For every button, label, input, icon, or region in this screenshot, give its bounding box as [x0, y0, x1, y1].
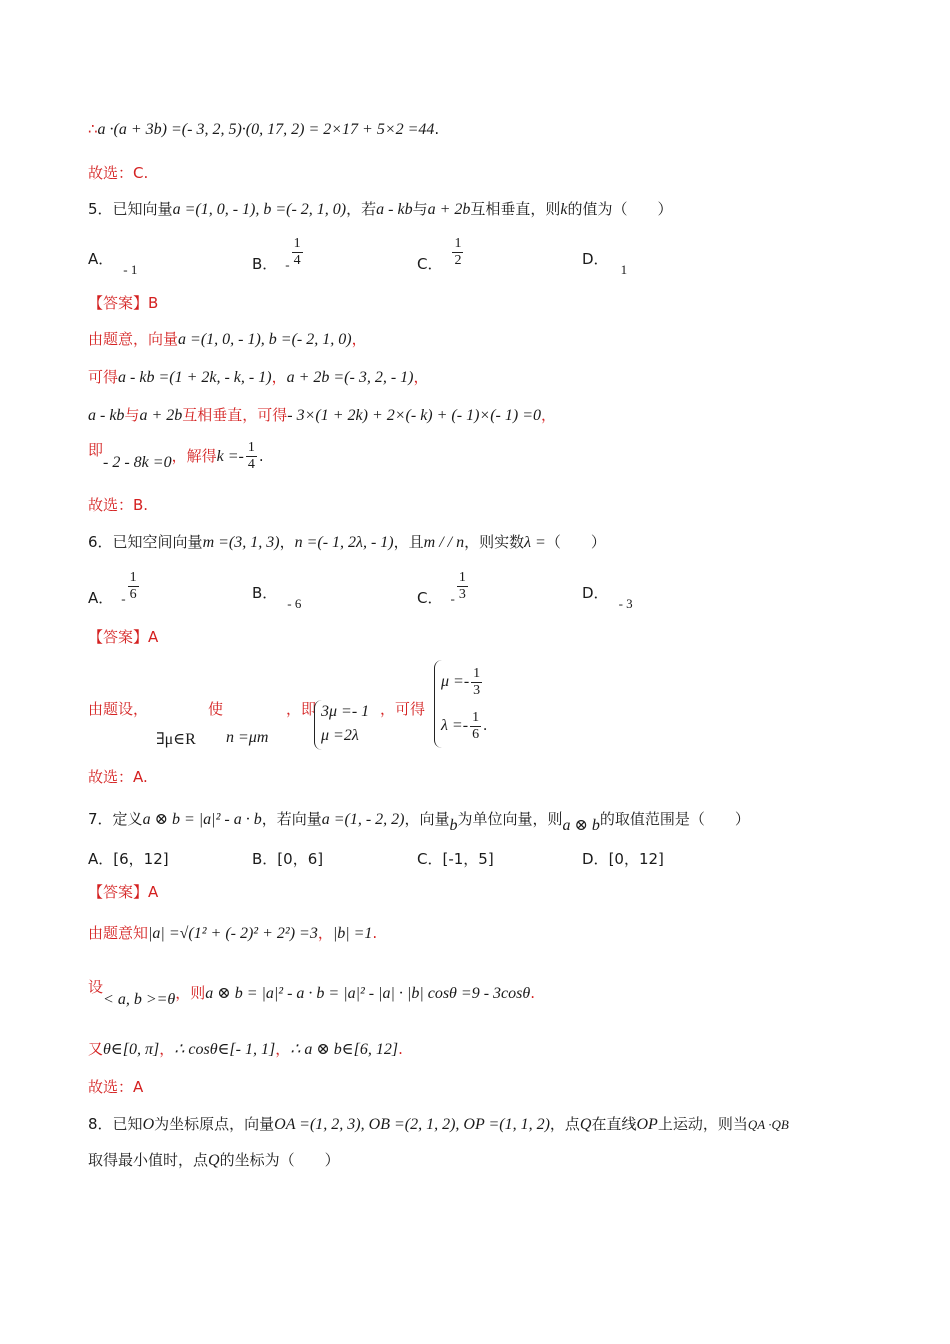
- q5-option-b-den: 4: [293, 253, 301, 268]
- q7-option-d-value: [0，12]: [608, 850, 664, 868]
- q6-option-a[interactable]: [88, 570, 141, 607]
- q7-option-d[interactable]: [582, 848, 664, 870]
- q6-text-d: （ ）: [545, 533, 606, 551]
- q5-s2-math2: a + 2b =(- 3, 2, - 1): [286, 369, 414, 386]
- q7-answer: 【答案】A: [88, 883, 159, 901]
- q7-number: 7．: [88, 810, 113, 828]
- q6-system1-brace: [314, 700, 369, 750]
- top-formula-end: .: [434, 120, 440, 138]
- q5-option-c-fraction: [452, 236, 463, 269]
- q7-s3-sep: ，: [159, 1040, 175, 1058]
- q5-s2-text: 可得: [88, 368, 119, 386]
- q8-dot-product: QA ·QB: [747, 1117, 789, 1132]
- q5-answer: 【答案】B: [88, 294, 159, 312]
- q8-text-d: 在直线: [591, 1115, 637, 1133]
- q7-s1-end: .: [372, 924, 378, 942]
- q7-definition: a ⊗ b = |a|² - a · b: [142, 811, 262, 828]
- q5-s3-t2: 互相垂直，可得: [182, 406, 288, 424]
- q6-option-a-label: A．: [88, 589, 114, 607]
- q6-answer: 【答案】A: [88, 628, 159, 646]
- q7-s3-sep2: ，: [275, 1040, 291, 1058]
- q5-s3-math1: a - kb: [88, 407, 125, 424]
- q6-s1-t1: 由题设，: [88, 700, 149, 718]
- q5-solution-line4: [88, 440, 264, 473]
- q6-option-b-label: B．: [252, 584, 278, 602]
- q7-s2-end: .: [530, 984, 535, 1002]
- q5-option-b-sign: -: [285, 257, 290, 272]
- q7-vector-a: a =(1, - 2, 2): [321, 811, 405, 828]
- q5-option-b-fraction: [292, 236, 303, 269]
- q6-option-c-num: 1: [458, 570, 466, 585]
- q6-text-b: ，且: [393, 533, 424, 551]
- q5-text-d: 互相垂直，则: [470, 200, 561, 218]
- q5-option-b[interactable]: [252, 236, 305, 273]
- q5-s4-fraction: [246, 440, 257, 473]
- q5-s4-t2: ，解得: [171, 447, 217, 465]
- q7-text-d: 为单位向量，则: [457, 810, 563, 828]
- q5-option-d[interactable]: [582, 248, 628, 277]
- q6-system2-brace: [434, 660, 487, 748]
- q6-option-d-value: - 3: [618, 596, 633, 611]
- q6-vector-n: n =(- 1, 2λ, - 1): [294, 534, 394, 551]
- q5-option-a-value: - 1: [123, 262, 138, 277]
- q6-sys2-row2-den: 6: [472, 726, 480, 742]
- therefore-symbol: ∴: [88, 120, 98, 138]
- q7-s2-angle: < a, b >=θ: [103, 991, 176, 1008]
- q8-origin: O: [142, 1116, 155, 1133]
- q7-s3-math1: θ∈[0, π]: [103, 1041, 160, 1058]
- q5-s2-sep: ，: [271, 368, 287, 386]
- q7-text-c: ，向量: [404, 810, 450, 828]
- q6-option-b-value: - 6: [287, 596, 302, 611]
- q5-s4-t1: 即: [88, 441, 104, 459]
- q5-expr1: a - kb: [376, 201, 413, 218]
- q6-text-a: 已知空间向量: [112, 533, 203, 551]
- q5-option-d-label: D．: [582, 250, 609, 268]
- q5-text-b: ，若: [346, 200, 377, 218]
- q7-stem: [88, 808, 750, 834]
- q6-sys2-row2-wrap: [441, 704, 487, 748]
- q5-option-b-num: 1: [293, 236, 301, 251]
- q7-text-b: ，若向量: [261, 810, 322, 828]
- q6-sys2-row1-wrap: [441, 660, 487, 704]
- top-formula: a ·(a + 3b) =(- 3, 2, 5)·(0, 17, 2) = 2×17 + 5×2 =44: [97, 121, 435, 138]
- q7-s1-math1: |a| =√(1² + (- 2)² + 2²) =3: [148, 925, 318, 942]
- q6-sys2-row1-den: 3: [473, 682, 481, 698]
- q7-text-a: 定义: [112, 810, 143, 828]
- q5-s3-math3: - 3×(1 + 2k) + 2×(- k) + (- 1)×(- 1) =0: [287, 407, 541, 424]
- q6-option-a-den: 6: [129, 587, 137, 602]
- q5-s4-num: 1: [247, 440, 255, 455]
- q6-option-a-num: 1: [129, 570, 137, 585]
- q5-text-c: 与: [412, 200, 428, 218]
- q6-stem: [88, 531, 606, 554]
- q7-s1-sep: ，: [317, 924, 333, 942]
- q7-option-b[interactable]: [252, 848, 323, 870]
- q6-number: 6．: [88, 533, 113, 551]
- q7-s3-t1: 又: [88, 1040, 104, 1058]
- q5-s1-math: a =(1, 0, - 1), b =(- 2, 1, 0): [178, 331, 352, 348]
- q7-final-choice: 故选：A: [88, 1078, 144, 1096]
- q6-sys2-row2: λ =-: [441, 717, 469, 734]
- q5-solution-line2: [88, 366, 429, 389]
- q7-option-c-value: [-1，5]: [442, 850, 494, 868]
- q7-option-a-value: [6，12]: [113, 850, 169, 868]
- top-formula-line: [88, 118, 439, 141]
- q7-option-c[interactable]: [417, 848, 494, 870]
- q8-line-op: OP: [636, 1116, 658, 1133]
- q6-sys2-row1: μ =-: [441, 673, 470, 690]
- q6-s1-t4: ，可得: [380, 700, 426, 718]
- q7-s2-math: a ⊗ b = |a|² - a · b = |a|² - |a| · |b| cosθ =9 - 3cosθ: [205, 985, 531, 1002]
- q5-s2-end: ，: [413, 368, 429, 386]
- q6-option-c-fraction: [457, 570, 468, 603]
- q5-solution-line3: [88, 404, 556, 427]
- q6-option-b[interactable]: [252, 582, 302, 611]
- q5-option-c-label: C．: [417, 255, 443, 273]
- q7-option-d-label: D．: [582, 850, 609, 868]
- q5-solution-line1: [88, 328, 367, 351]
- q8-line2-a: 取得最小值时，点: [88, 1151, 209, 1169]
- q5-s3-end: ，: [540, 406, 556, 424]
- q7-s3-math2: ∴ cosθ∈[- 1, 1]: [174, 1041, 276, 1058]
- q6-option-a-sign: -: [121, 591, 126, 606]
- q6-sys2-row2-fraction: [470, 710, 481, 743]
- q5-s4-den: 4: [247, 457, 255, 472]
- q7-solution-line3: [88, 1038, 403, 1061]
- q7-expr: a ⊗ b: [562, 817, 600, 834]
- q5-s1-text: 由题意，向量: [88, 330, 179, 348]
- q8-point-q: Q: [579, 1116, 592, 1133]
- q6-sys1-row2: μ =2λ: [321, 727, 359, 744]
- q7-s1-t1: 由题意知: [88, 924, 149, 942]
- q5-option-c[interactable]: [417, 236, 465, 273]
- q7-option-b-label: B．: [252, 850, 278, 868]
- q5-option-a-label: A．: [88, 250, 114, 268]
- q5-s3-math2: a + 2b: [139, 407, 183, 424]
- q5-option-a[interactable]: [88, 248, 138, 277]
- q5-text-e: 的值为（ ）: [567, 200, 673, 218]
- q6-option-c-sign: -: [450, 591, 455, 606]
- q6-exists: ∃μ∈R: [156, 731, 196, 748]
- q8-stem-line2: [88, 1149, 340, 1172]
- q5-expr2: a + 2b: [427, 201, 471, 218]
- q6-final-choice: 故选：A.: [88, 768, 148, 786]
- q6-sys1-row1: 3μ =- 1: [321, 703, 370, 720]
- q8-text-a: 已知: [112, 1115, 143, 1133]
- q6-option-d-label: D．: [582, 584, 609, 602]
- q7-s3-math3: ∴ a ⊗ b∈[6, 12]: [290, 1041, 399, 1058]
- q6-lambda: λ =: [524, 534, 546, 551]
- q6-sys2-row1-fraction: [471, 666, 482, 699]
- q5-vectors: a =(1, 0, - 1), b =(- 2, 1, 0): [172, 201, 347, 218]
- q5-s3-t1: 与: [124, 406, 140, 424]
- q5-s4-end: .: [258, 447, 264, 465]
- q6-text-c: ，则实数: [464, 533, 525, 551]
- q6-sep: ，: [279, 533, 295, 551]
- q8-stem-line1: [88, 1113, 789, 1136]
- q7-option-a[interactable]: [88, 848, 169, 870]
- q5-final-choice: 故选：B.: [88, 496, 149, 514]
- q7-s2-t1: 设: [88, 978, 104, 996]
- q7-option-a-label: A．: [88, 850, 114, 868]
- q6-s1-t3: ，即: [286, 700, 317, 718]
- q5-text-a: 已知向量: [112, 200, 173, 218]
- q5-s2-math1: a - kb =(1 + 2k, - k, - 1): [118, 369, 272, 386]
- q7-option-c-label: C．: [417, 850, 443, 868]
- q5-option-c-num: 1: [454, 236, 462, 251]
- q7-s1-math2: |b| =1: [332, 925, 373, 942]
- q6-sys2-row1-num: 1: [473, 665, 481, 681]
- q7-option-b-value: [0，6]: [277, 850, 324, 868]
- q6-option-c[interactable]: [417, 570, 470, 607]
- q7-s3-end: .: [398, 1040, 403, 1058]
- q8-line2-b: 的坐标为（ ）: [219, 1151, 340, 1169]
- q8-number: 8．: [88, 1115, 113, 1133]
- q8-text-e: 上运动，则当: [657, 1115, 748, 1133]
- q8-text-b: 为坐标原点，向量: [154, 1115, 275, 1133]
- q8-vectors: OA =(1, 2, 3), OB =(2, 1, 2), OP =(1, 1, 2): [274, 1116, 550, 1133]
- q5-option-b-label: B．: [252, 255, 278, 273]
- q6-system1: [312, 700, 369, 750]
- q5-stem: [88, 198, 673, 221]
- q5-option-d-value: 1: [620, 262, 628, 277]
- q6-parallel: m / / n: [423, 534, 465, 551]
- q7-s2-t2: ，则: [175, 984, 206, 1002]
- q5-number: 5．: [88, 200, 113, 218]
- q6-option-c-label: C．: [417, 589, 443, 607]
- q5-s4-var: k =-: [216, 448, 244, 465]
- q7-vector-b: b: [449, 817, 458, 834]
- q5-var: k: [560, 201, 568, 218]
- q6-option-d[interactable]: [582, 582, 633, 611]
- q7-solution-line1: [88, 922, 377, 945]
- q5-s1-end: ，: [351, 330, 367, 348]
- q6-option-c-den: 3: [458, 587, 466, 602]
- q6-s1-t2: 使: [208, 700, 224, 718]
- prev-solution-choice: 故选：C.: [88, 164, 149, 182]
- q6-option-a-fraction: [128, 570, 139, 603]
- q6-s1-end: .: [483, 717, 488, 734]
- q7-text-e: 的取值范围是（ ）: [599, 810, 750, 828]
- q5-option-c-den: 2: [454, 253, 462, 268]
- q8-text-c: ，点: [549, 1115, 580, 1133]
- q7-solution-line2: [88, 978, 535, 1008]
- q8-point-q2: Q: [208, 1152, 220, 1169]
- q6-system2: [432, 660, 487, 748]
- q5-s4-math1: - 2 - 8k =0: [103, 454, 172, 471]
- q6-vector-m: m =(3, 1, 3): [202, 534, 280, 551]
- q6-sys2-row2-num: 1: [472, 709, 480, 725]
- q6-eq: n =μm: [226, 729, 269, 746]
